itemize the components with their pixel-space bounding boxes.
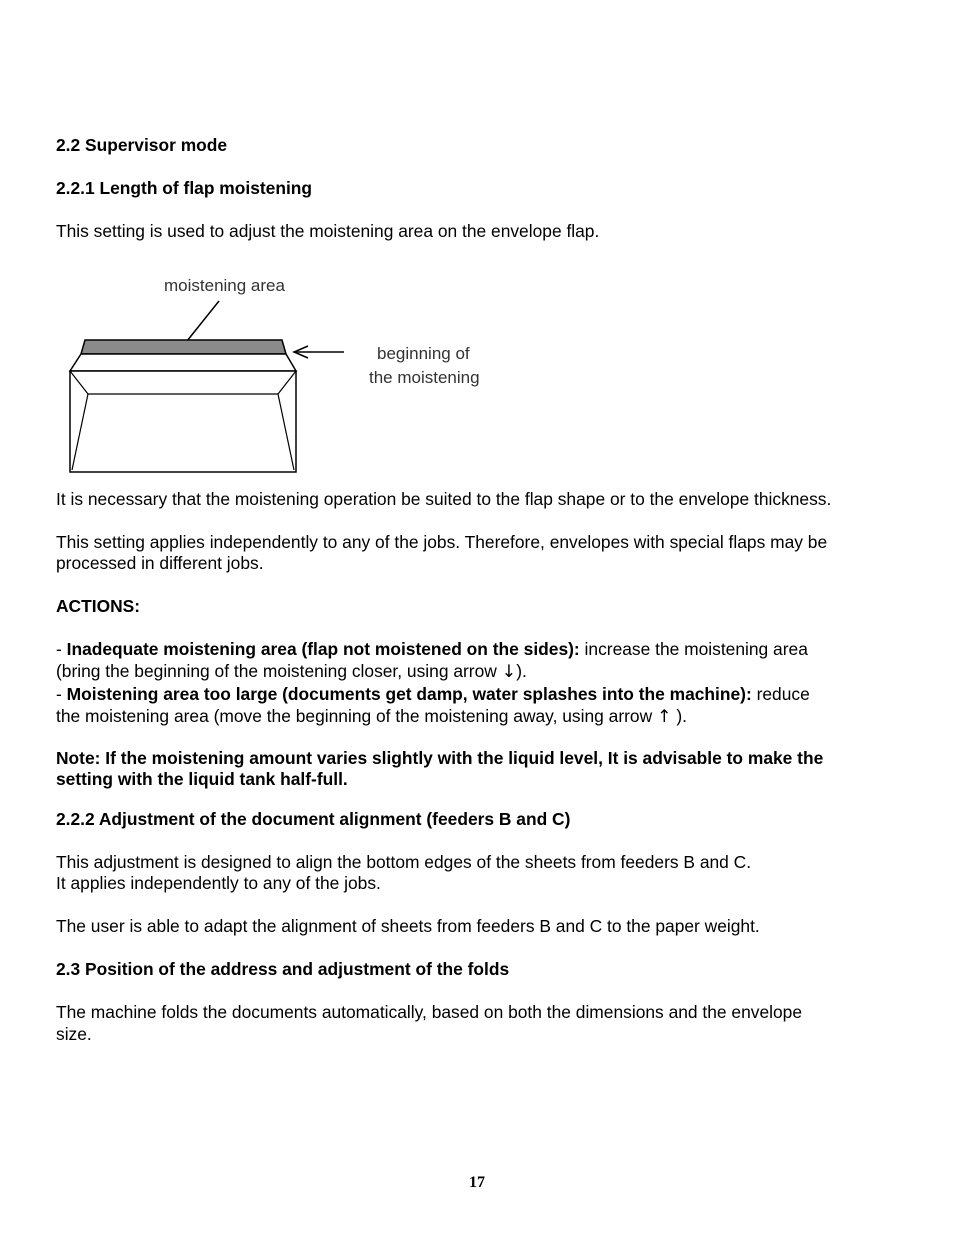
arrow-up-icon: ↑ <box>656 707 672 727</box>
envelope-flap-diagram <box>56 268 516 480</box>
section-2-3-p1: The machine folds the documents automatically, based on both the dimensions and the envelope <box>56 1002 803 1022</box>
envelope-flap <box>70 354 296 371</box>
section-2-2-1-intro: This setting is used to adjust the moistening area on the envelope flap. <box>56 221 600 241</box>
action-1-line2 <box>56 660 527 683</box>
actions-title: ACTIONS: <box>56 596 141 616</box>
action-2-line1 <box>56 683 810 705</box>
section-2-2-2-p3: The user is able to adapt the alignment of sheets from feeders B and C to the paper weight. <box>56 916 760 936</box>
label-beginning-line2: the moistening <box>369 368 480 387</box>
section-2-2-2-title: 2.2.2 Adjustment of the document alignment (feeders B and C) <box>56 809 571 829</box>
section-2-2-2-p2: It applies independently to any of the jobs. <box>56 873 381 893</box>
action-2-dash: - <box>56 684 67 704</box>
action-1-line2-b: ). <box>516 661 527 681</box>
label-beginning-line1: beginning of <box>377 344 470 363</box>
action-2-line2-b: ). <box>671 706 688 726</box>
label-moistening-area: moistening area <box>164 276 285 295</box>
page-number: 17 <box>469 1174 485 1191</box>
moistening-strip <box>81 340 286 354</box>
section-2-3-p2: size. <box>56 1024 92 1044</box>
action-2-line2 <box>56 705 687 728</box>
note-line1: Note: If the moistening amount varies slightly with the liquid level, It is advisable to make the <box>56 748 824 768</box>
section-2-2-1-title: 2.2.1 Length of flap moistening <box>56 178 313 198</box>
section-2-3-title: 2.3 Position of the address and adjustment of the folds <box>56 959 510 979</box>
action-1-line1 <box>56 638 808 660</box>
paragraph-necessary: It is necessary that the moistening operation be suited to the flap shape or to the envelope thickness. <box>56 489 832 509</box>
arrow-down-icon: ↓ <box>501 662 517 682</box>
envelope-body <box>70 371 296 472</box>
section-2-2-2-p1: This adjustment is designed to align the bottom edges of the sheets from feeders B and C. <box>56 852 752 872</box>
paragraph-applies-line1: This setting applies independently to any of the jobs. Therefore, envelopes with special flaps may be <box>56 532 828 552</box>
action-2-line2-a: the moistening area (move the beginning of the moistening away, using arrow <box>56 706 657 726</box>
action-2-rest: reduce <box>751 684 810 704</box>
action-1-dash: - <box>56 639 67 659</box>
action-1-bold: Inadequate moistening area (flap not moistened on the sides): <box>66 639 580 659</box>
section-2-2-title: 2.2 Supervisor mode <box>56 135 228 155</box>
paragraph-applies-line2: processed in different jobs. <box>56 553 264 573</box>
action-2-bold: Moistening area too large (documents get damp, water splashes into the machine): <box>66 684 752 704</box>
action-1-rest: increase the moistening area <box>579 639 808 659</box>
action-1-line2-a: (bring the beginning of the moistening closer, using arrow <box>56 661 502 681</box>
note-line2: setting with the liquid tank half-full. <box>56 769 348 789</box>
